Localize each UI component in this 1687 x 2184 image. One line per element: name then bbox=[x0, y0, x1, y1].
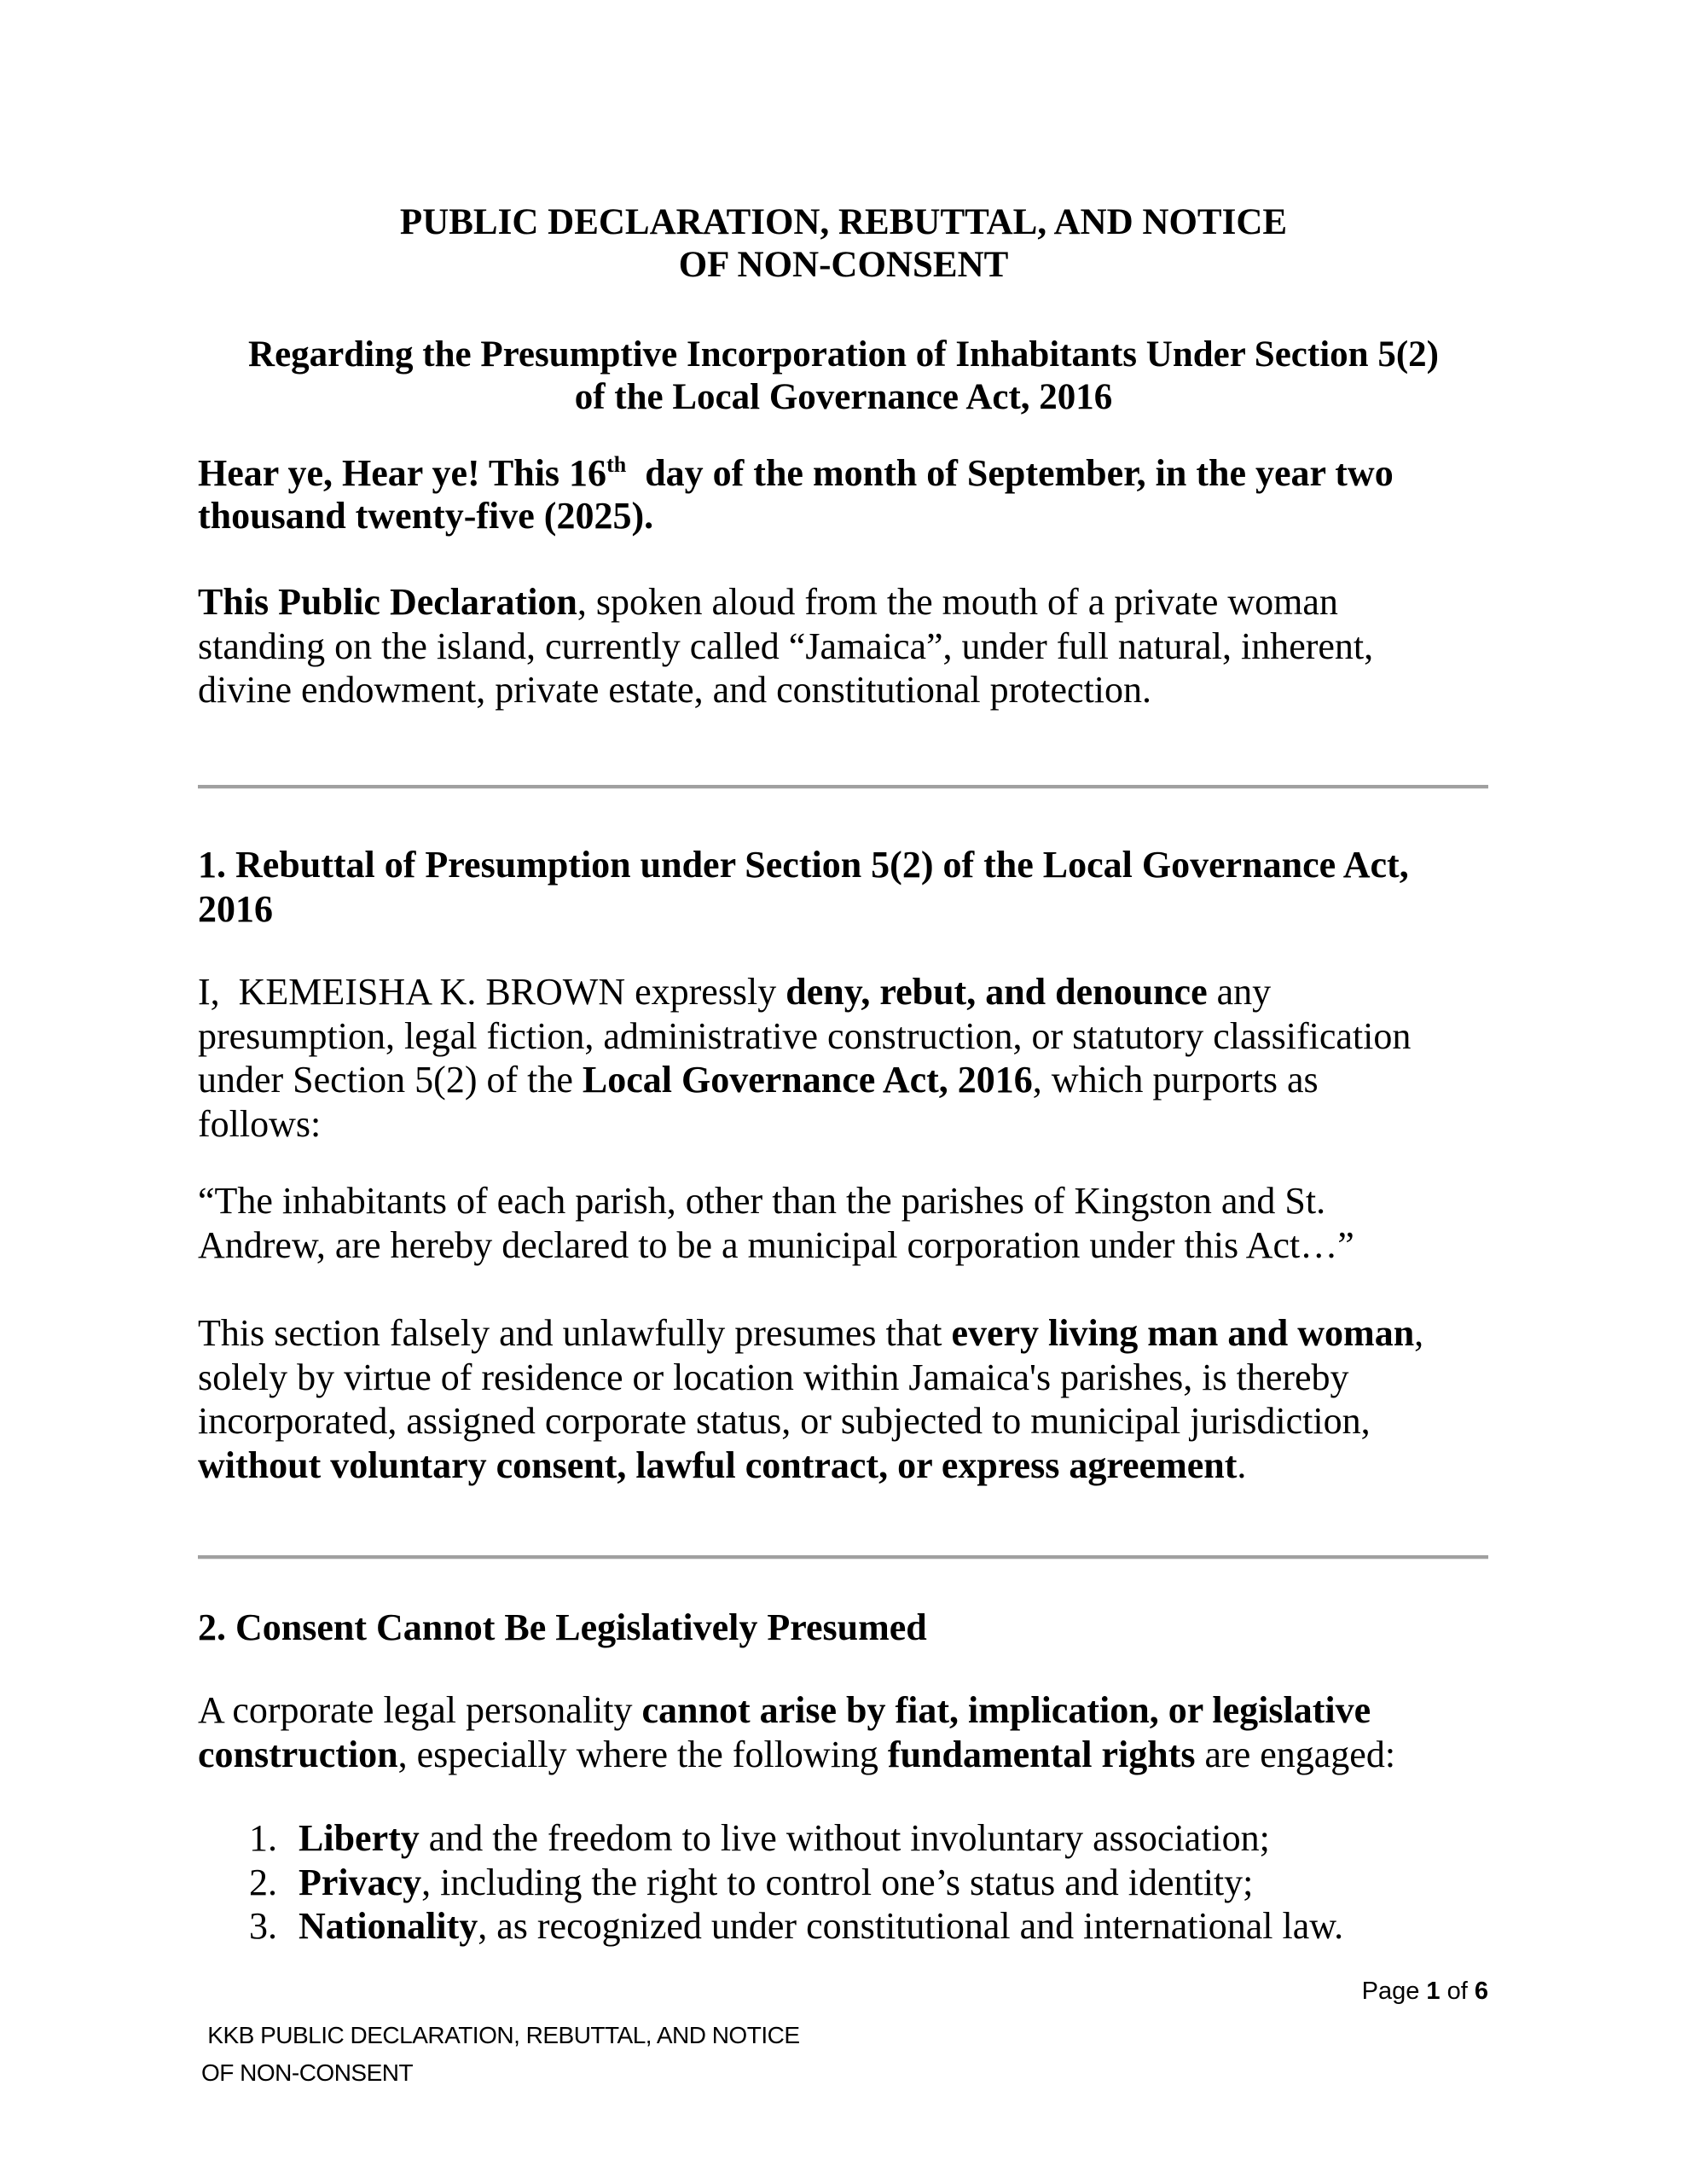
footer-line-1: KKB PUBLIC DECLARATION, REBUTTAL, AND NOTICE bbox=[201, 2022, 800, 2048]
bold-phrase: fundamental rights bbox=[887, 1733, 1196, 1775]
ordinal-suffix: th bbox=[606, 452, 627, 477]
paragraph-line bbox=[198, 970, 1511, 1014]
subtitle-line-1: Regarding the Presumptive Incorporation of Inhabitants Under Section 5(2) bbox=[248, 334, 1439, 375]
bold-phrase: deny, rebut, and denounce bbox=[786, 971, 1208, 1013]
quote-line bbox=[198, 1179, 1511, 1223]
document-title bbox=[0, 201, 1687, 287]
text-run: follows: bbox=[198, 1103, 322, 1146]
consent-paragraph bbox=[198, 1688, 1511, 1776]
current-page: 1 bbox=[1426, 1978, 1441, 2005]
total-pages: 6 bbox=[1474, 1978, 1488, 2005]
paragraph-line bbox=[198, 1311, 1511, 1356]
presumption-paragraph bbox=[198, 1311, 1511, 1488]
proclamation-line-2: thousand twenty-five (2025). bbox=[198, 494, 654, 537]
text-run: This section falsely and unlawfully presumes that bbox=[198, 1312, 952, 1354]
list-item bbox=[249, 1816, 1343, 1861]
document-subtitle bbox=[0, 334, 1687, 419]
text-run: any bbox=[1207, 971, 1272, 1013]
text-run: , spoken aloud from the mouth of a private woman bbox=[577, 581, 1338, 623]
paragraph-line bbox=[198, 1733, 1511, 1777]
text-run: incorporated, assigned corporate status, or subjected to municipal jurisdiction, bbox=[198, 1400, 1371, 1443]
text-run: . bbox=[1237, 1444, 1247, 1487]
text-run: presumption, legal fiction, administrative construction, or statutory classification bbox=[198, 1014, 1412, 1057]
text-run: under Section 5(2) of the bbox=[198, 1059, 583, 1101]
bold-phrase: Local Governance Act, 2016 bbox=[582, 1059, 1033, 1101]
paragraph-line bbox=[198, 1399, 1511, 1443]
document-footer bbox=[201, 2017, 800, 2092]
list-number: 2. bbox=[249, 1861, 277, 1903]
bold-phrase: every living man and woman bbox=[951, 1312, 1415, 1354]
bold-phrase: This Public Declaration bbox=[198, 581, 577, 623]
paragraph-line bbox=[198, 1688, 1511, 1733]
text-run: I, KEMEISHA K. BROWN expressly bbox=[198, 971, 786, 1013]
list-text: and the freedom to live without involuntary association; bbox=[419, 1817, 1270, 1859]
proclamation-text: day of the month of September, in the year two bbox=[626, 452, 1394, 494]
subtitle-line-2: of the Local Governance Act, 2016 bbox=[574, 377, 1113, 417]
list-item bbox=[249, 1861, 1343, 1905]
proclamation-text: Hear ye, Hear ye! This 16 bbox=[198, 452, 607, 494]
intro-line bbox=[198, 580, 1511, 624]
proclamation-paragraph bbox=[198, 452, 1511, 537]
list-term: Liberty bbox=[299, 1817, 420, 1859]
list-text: , as recognized under constitutional and international law. bbox=[478, 1905, 1344, 1948]
page-label: of bbox=[1440, 1978, 1475, 2005]
text-run: Andrew, are hereby declared to be a municipal corporation under this Act…” bbox=[198, 1223, 1354, 1266]
quote-line bbox=[198, 1223, 1511, 1268]
list-number: 3. bbox=[249, 1905, 277, 1948]
text-run: , especially where the following bbox=[397, 1733, 888, 1775]
heading-line: 2016 bbox=[198, 887, 273, 930]
statute-quote bbox=[198, 1179, 1511, 1267]
text-run: , which purports as bbox=[1032, 1059, 1319, 1101]
title-line-2: OF NON-CONSENT bbox=[678, 245, 1009, 285]
heading-line: 1. Rebuttal of Presumption under Section 5(2) of the Local Governance Act, bbox=[198, 844, 1409, 886]
list-term: Nationality bbox=[299, 1905, 478, 1948]
heading-line: 2. Consent Cannot Be Legislatively Presumed bbox=[198, 1606, 927, 1648]
text-run: divine endowment, private estate, and constitutional protection. bbox=[198, 669, 1152, 712]
page-label: Page bbox=[1361, 1978, 1427, 2005]
bold-phrase: without voluntary consent, lawful contract, or express agreement bbox=[198, 1444, 1238, 1487]
paragraph-line bbox=[198, 1058, 1511, 1102]
list-text: , including the right to control one’s status and identity; bbox=[421, 1861, 1254, 1903]
page-number bbox=[1362, 1976, 1488, 2007]
paragraph-line bbox=[198, 1443, 1511, 1488]
list-number: 1. bbox=[249, 1817, 277, 1859]
paragraph-line bbox=[198, 1102, 1511, 1147]
list-term: Privacy bbox=[299, 1861, 422, 1903]
text-run: , bbox=[1414, 1312, 1424, 1354]
section-divider bbox=[198, 785, 1488, 789]
intro-line bbox=[198, 624, 1511, 669]
paragraph-line bbox=[198, 1356, 1511, 1400]
paragraph-line bbox=[198, 1014, 1511, 1059]
proclamation-line-1 bbox=[198, 452, 1511, 495]
title-line-1: PUBLIC DECLARATION, REBUTTAL, AND NOTICE bbox=[399, 202, 1288, 242]
text-run: solely by virtue of residence or location within Jamaica's parishes, is thereby bbox=[198, 1356, 1349, 1398]
intro-line bbox=[198, 668, 1511, 712]
list-item bbox=[249, 1904, 1343, 1949]
section-1-heading bbox=[198, 843, 1511, 931]
bold-phrase: construction bbox=[198, 1733, 398, 1775]
text-run: are engaged: bbox=[1195, 1733, 1396, 1775]
text-run: A corporate legal personality bbox=[198, 1689, 642, 1731]
bold-phrase: cannot arise by fiat, implication, or legislative bbox=[641, 1689, 1371, 1731]
section-2-heading bbox=[198, 1606, 1511, 1650]
footer-line-2: OF NON-CONSENT bbox=[201, 2059, 414, 2086]
text-run: standing on the island, currently called “Jamaica”, under full natural, inherent, bbox=[198, 624, 1374, 667]
rebuttal-paragraph bbox=[198, 970, 1511, 1147]
intro-paragraph bbox=[198, 580, 1511, 712]
section-divider bbox=[198, 1555, 1488, 1560]
text-run: “The inhabitants of each parish, other than the parishes of Kingston and St. bbox=[198, 1180, 1326, 1222]
rights-list bbox=[249, 1816, 1343, 1949]
